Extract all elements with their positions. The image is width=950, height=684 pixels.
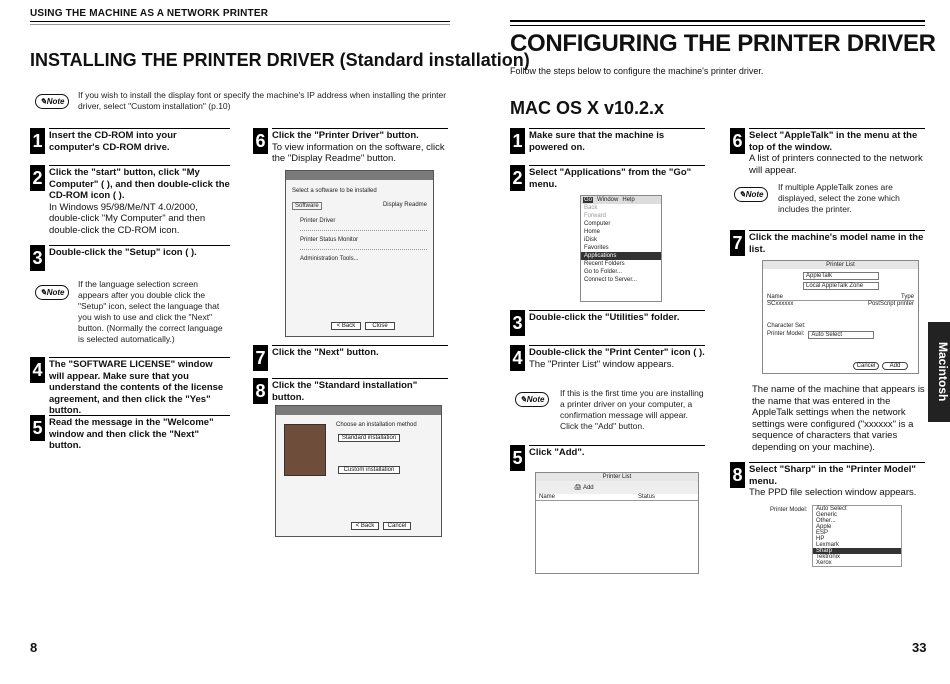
menu-item-favorites[interactable]: Favorites: [584, 245, 609, 251]
menu-item-applications[interactable]: Applications: [581, 252, 661, 260]
model-option[interactable]: Other...: [816, 518, 836, 524]
step-number: 8: [730, 462, 745, 488]
step6-note: If multiple AppleTalk zones are displayed, select the zone which includes the printer.: [778, 182, 900, 214]
menu-item-home[interactable]: Home: [584, 229, 601, 235]
step-text: Double-click the "Utilities" folder.: [529, 312, 680, 323]
step-text: Click "Add".: [529, 447, 585, 458]
menu-item-back[interactable]: Back: [584, 205, 598, 211]
menu-window[interactable]: Window: [597, 197, 619, 203]
menu-item-forward[interactable]: Forward: [584, 213, 607, 219]
cancel-button[interactable]: Cancel: [853, 362, 879, 370]
step-4: [30, 357, 230, 417]
model-option[interactable]: HP: [816, 536, 825, 542]
left-title: INSTALLING THE PRINTER DRIVER (Standard installation): [30, 50, 530, 70]
step-number: 4: [30, 357, 45, 383]
add-printer-button[interactable]: 🖨 Add: [536, 481, 698, 494]
step-2: [30, 165, 230, 236]
column-status[interactable]: Status: [637, 494, 655, 500]
installer-illustration: [284, 424, 326, 476]
header-rule: [30, 24, 450, 25]
step-number: 7: [730, 230, 745, 256]
screenshot-install-method: [275, 405, 442, 537]
step-number: 8: [253, 378, 268, 404]
standard-installation-button[interactable]: Standard installation: [338, 434, 400, 442]
header-rule: [510, 25, 925, 26]
step-text: Insert the CD-ROM into your computer's CD-ROM drive.: [49, 130, 177, 153]
step-number: 1: [30, 128, 45, 154]
add-button[interactable]: Add: [882, 362, 908, 370]
note-badge: ✎Note: [35, 94, 69, 109]
screenshot-select-software: [285, 170, 434, 337]
step-text: Click the "start" button, click "My Computer" ( ), and then double-click the CD-ROM icon ( ).: [49, 167, 230, 201]
window-title: Printer List: [536, 473, 698, 481]
step-7: [730, 230, 925, 256]
right-intro: Follow the steps below to configure the machine's printer driver.: [510, 66, 764, 76]
step3-note: If the language selection screen appears after you double click the "Setup" icon, select the language that you wish to use and click the "Next" button. (Normally the correct language is selected automatically.): [78, 279, 223, 344]
step-4: [510, 345, 705, 371]
column-name[interactable]: Name: [767, 294, 784, 300]
model-option-sharp[interactable]: Sharp: [813, 548, 901, 554]
model-option[interactable]: ESP: [816, 530, 829, 536]
step-text: Read the message in the "Welcome" window and then click the "Next" button.: [49, 417, 214, 451]
model-option[interactable]: Apple: [816, 524, 832, 530]
page-number-left: 8: [30, 640, 38, 655]
window-title: Printer List: [763, 261, 918, 269]
step-text: Select "AppleTalk" in the menu at the top of the window.: [749, 130, 918, 153]
model-option[interactable]: Xerox: [816, 560, 832, 566]
header-rule: [510, 20, 925, 22]
cancel-button[interactable]: Cancel: [383, 522, 411, 530]
step-number: 3: [30, 245, 45, 271]
column-name[interactable]: Name: [539, 494, 556, 500]
printer-model-label: Printer Model:: [767, 331, 805, 337]
step-number: 4: [510, 345, 525, 371]
step-text: Click the machine's model name in the list.: [749, 232, 924, 255]
step-6: [253, 128, 448, 165]
step-text: Click the "Next" button.: [272, 347, 379, 358]
step-8: [730, 462, 925, 499]
page-number-right: 33: [912, 640, 927, 655]
go-menu-screenshot: [580, 195, 662, 302]
back-button[interactable]: < Back: [331, 322, 361, 330]
step-detail: The "Printer List" window appears.: [529, 358, 675, 370]
intro-note: If you wish to install the display font or specify the machine's IP address when installing the printer driver, select "Custom installation" (p.10): [78, 90, 447, 111]
step-5: [30, 415, 230, 452]
note-badge: ✎Note: [35, 285, 69, 300]
note-badge: ✎Note: [734, 187, 768, 202]
option-printer-driver[interactable]: Printer Driver: [300, 218, 427, 231]
step-number: 7: [253, 345, 268, 371]
step-text: Click the "Printer Driver" button.: [272, 130, 419, 141]
note-badge: ✎Note: [515, 392, 549, 407]
step-3: [510, 310, 705, 336]
prompt-text: Choose an installation method: [336, 422, 417, 428]
custom-installation-button[interactable]: Custom installation: [338, 466, 400, 474]
window-titlebar: [276, 406, 441, 415]
running-header: USING THE MACHINE AS A NETWORK PRINTER: [30, 8, 269, 19]
step-detail: The PPD file selection window appears.: [749, 487, 917, 498]
step-1: [30, 128, 230, 154]
step-number: 5: [510, 445, 525, 471]
prompt-text: Select a software to be installed: [292, 188, 377, 194]
printer-type: PostScript printer: [867, 301, 914, 307]
printer-model-label: Printer Model:: [770, 507, 808, 513]
printer-model-menu[interactable]: Auto Select: [808, 331, 874, 339]
back-button[interactable]: < Back: [351, 522, 379, 530]
zone-menu[interactable]: Local AppleTalk Zone: [803, 282, 879, 290]
option-admin-tools[interactable]: Administration Tools...: [300, 256, 359, 262]
close-button[interactable]: Close: [365, 322, 395, 330]
model-option[interactable]: Auto Select: [816, 506, 847, 512]
menu-help[interactable]: Help: [622, 197, 635, 203]
step-number: 5: [30, 415, 45, 441]
step-text: Make sure that the machine is powered on.: [529, 130, 665, 153]
model-option[interactable]: Lexmark: [816, 542, 840, 548]
step7-text: The name of the machine that appears is the name that was entered in the AppleTalk settings when the network settings were configured ("xxxxxx" is a sequence of characters that varies depending on your machine).: [752, 384, 925, 453]
printer-model-dropdown: [770, 505, 905, 580]
menu-item-idisk[interactable]: iDisk: [584, 237, 597, 243]
right-title: CONFIGURING THE PRINTER DRIVER: [510, 30, 936, 57]
step-7: [253, 345, 448, 371]
step4-note: If this is the first time you are installing a printer driver on your computer, a confirmation message will appear. Click the "Add" button.: [560, 388, 704, 431]
printer-name: SCxxxxxx: [767, 301, 794, 307]
step-text: Double-click the "Setup" icon ( ).: [49, 247, 197, 258]
software-dropdown[interactable]: Software: [292, 202, 322, 210]
step-8: [253, 378, 448, 404]
column-type[interactable]: Type: [900, 294, 914, 300]
step-detail: To view information on the software, click the "Display Readme" button.: [272, 141, 445, 164]
right-subtitle: MAC OS X v10.2.x: [510, 98, 665, 118]
appletalk-window: [762, 260, 919, 374]
window-titlebar: [286, 171, 433, 180]
model-option[interactable]: Tektronix: [816, 554, 841, 560]
menu-item-computer[interactable]: Computer: [584, 221, 611, 227]
step-number: 6: [253, 128, 268, 154]
step-3: [30, 245, 230, 271]
menu-go[interactable]: Go: [584, 197, 593, 203]
step-6: [730, 128, 925, 176]
step-number: 2: [510, 165, 525, 191]
model-option[interactable]: Generic: [816, 512, 838, 518]
menu-item-connect[interactable]: Connect to Server...: [584, 277, 638, 283]
step-detail: In Windows 95/98/Me/NT 4.0/2000, double-click "My Computer" and then double-click the CD-ROM icon.: [49, 201, 206, 236]
menu-item-recent-folders[interactable]: Recent Folders: [584, 261, 625, 267]
menu-item-go-to-folder[interactable]: Go to Folder...: [584, 269, 623, 275]
display-readme-button[interactable]: Display Readme: [382, 202, 427, 208]
header-rule: [30, 21, 450, 22]
step-number: 3: [510, 310, 525, 336]
step-text: Click the "Standard installation" button.: [272, 380, 418, 403]
step-1: [510, 128, 705, 154]
connection-type-menu[interactable]: AppleTalk: [803, 272, 879, 280]
step-5: [510, 445, 705, 471]
printer-list-window: [535, 472, 699, 574]
character-set-label: Character Set:: [767, 323, 806, 329]
step-text: The "SOFTWARE LICENSE" window will appear. Make sure that you understand the contents of the license agreement, and then click the "Yes" button.: [49, 359, 224, 416]
printer-row[interactable]: [767, 301, 914, 307]
step-number: 1: [510, 128, 525, 154]
step-text: Double-click the "Print Center" icon ( ).: [529, 347, 705, 358]
step-2: [510, 165, 705, 191]
step-number: 6: [730, 128, 745, 154]
option-status-monitor[interactable]: Printer Status Monitor: [300, 237, 427, 250]
step-text: Select "Applications" from the "Go" menu.: [529, 167, 692, 190]
side-tab: Macintosh: [928, 322, 950, 422]
step-detail: A list of printers connected to the network will appear.: [749, 153, 923, 176]
step-text: Select "Sharp" in the "Printer Model" menu.: [749, 464, 916, 487]
step-number: 2: [30, 165, 45, 191]
